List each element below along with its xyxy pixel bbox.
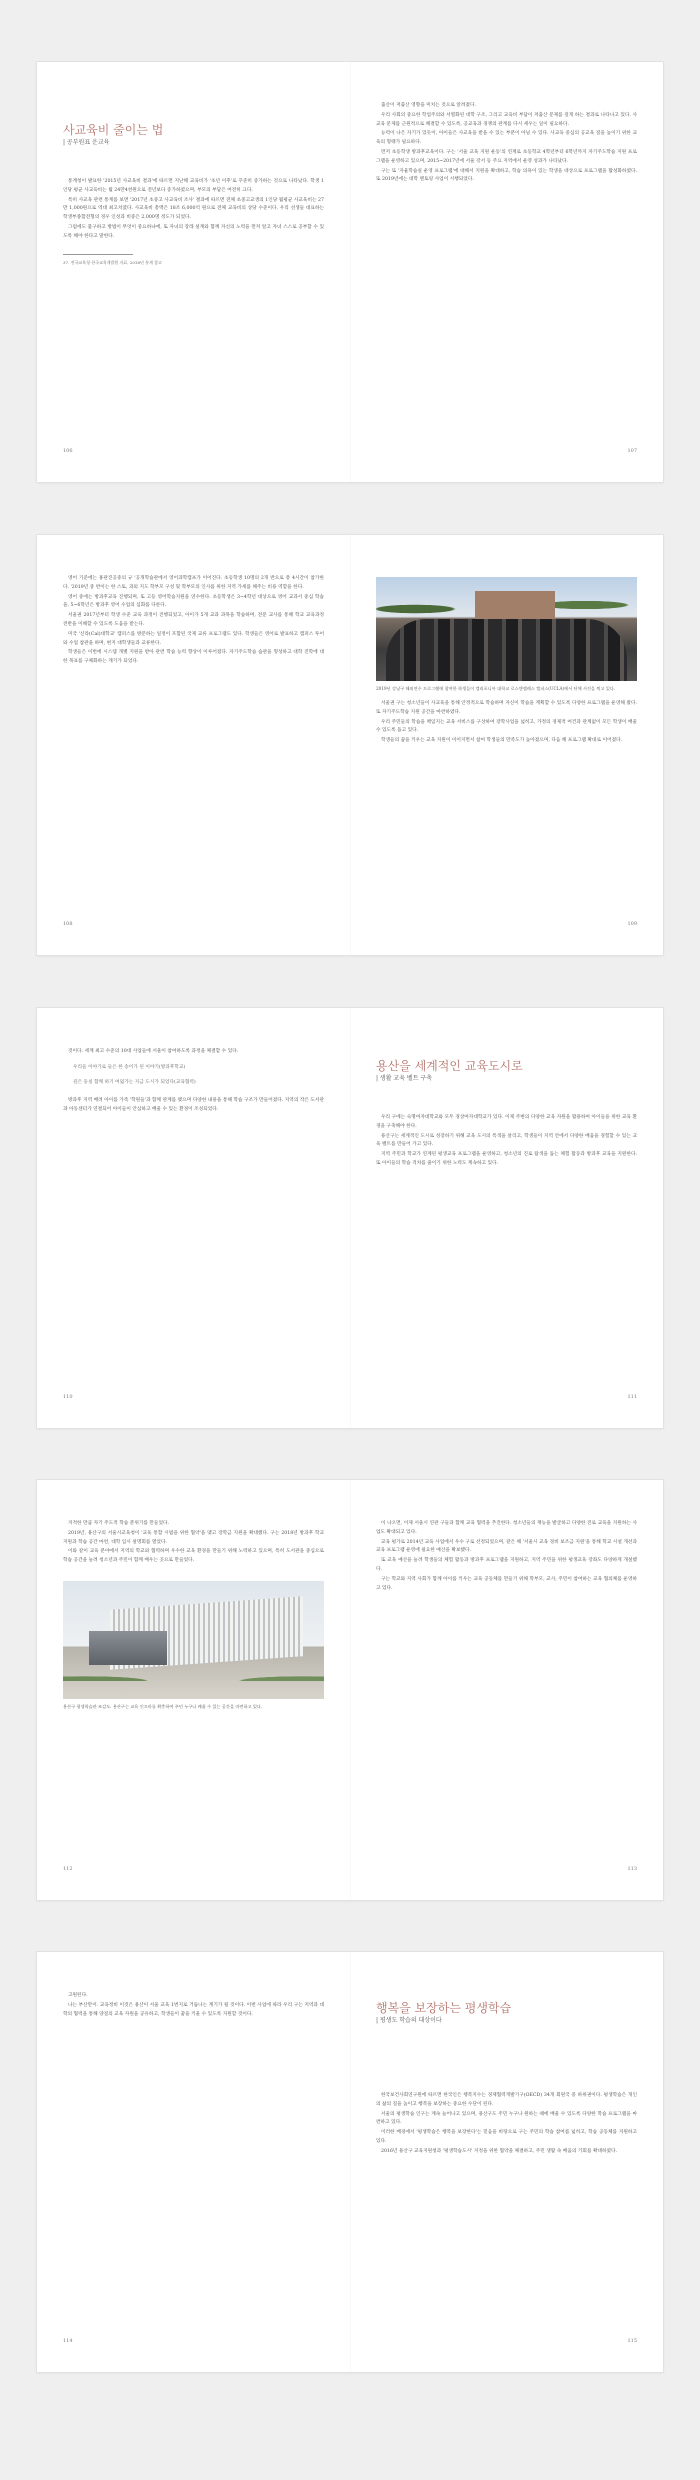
quote-line: 우리들 이야기로 들은 한 송이가 된 이야기(방과후학교) <box>73 1064 186 1070</box>
body-paragraph: 특히 사교육 관련 통계를 보면 '2017년 초중고 사교육비 조사' 결과에 따르면 전체 초중고교생의 1인당 월평균 사교육비는 27만 1,000원으로 역대 최고치였다. 사교육비 총액은 18조 6,000억 원으로 전체 교육비의 상당 수준이다. 우리 선생들 대표하는 학생부종합전형의 경우 인성과 비중은 2,000명 정도가 되었다. <box>63 197 324 221</box>
page-number: 109 <box>627 921 637 927</box>
body-paragraph: 먼저 초등학생 방과후교육이다. 구는 '서울 교육 지원 운동'의 연계로 초등학교 4학년부터 6학년까지 자기주도학습 지원 프로그램을 운영하고 있으며, 2015~2017년에 서울 강서 등 주요 지역에서 운영 성과가 나타났다. <box>376 149 637 164</box>
body-paragraph: 우리 사회의 중요한 학업주의와 서열화된 대학 구조, 그리고 교육비 부담이 저출산 문제를 깊게 하는 결과로 나타나고 있다. 사교육 문제를 근원적으로 해결할 수 있도록, 공교육과 경쟁의 관계를 다시 세우는 일이 필요하다. <box>376 112 637 127</box>
page-number: 113 <box>627 1866 637 1872</box>
body-paragraph: 것이다. 세계 최고 수준의 10대 사업들에 서울이 참여하도록 과정을 체결할 수 있다. <box>68 1049 239 1054</box>
body-paragraph: 우리 구에는 숙명여자대학교와 모두 경상여자대학교가 있다. 이제 주변의 다양한 교육 자원을 활용하여 아이들을 위한 교육 환경을 구축해야 한다. <box>376 1115 637 1129</box>
section-title: 행복을 보장하는 평생학습 <box>376 2001 512 2015</box>
spread-2 <box>37 535 663 955</box>
section-subtitle: | 평생도 학습의 대상이다 <box>376 2017 442 2024</box>
body-paragraph: 우리 주민들의 학습을 책임지는 교육 서비스를 구상하여 장학사업을 넓히고, 가정의 경제적 여건과 관계없이 모든 학생이 배울 수 있도록 돕고 있다. <box>376 719 637 734</box>
body-paragraph: 그럼에도 불구하고 방법이 무엇이 중요하냐에, 또 자녀의 장래 설계와 함께 자신의 노력을 먼저 알고 자녀 스스로 공부할 수 있도록 해야 한다고 말한다. <box>63 224 324 239</box>
body-paragraph: 이러한 배경에서 '평생학습은 행복을 보장한다'는 믿음을 바탕으로 구는 주민의 학습 참여를 넓히고, 학습 공동체를 지원하고 있다. <box>376 2130 637 2144</box>
body-paragraph: 통계청이 발표한 '2015년 사교육비 결과'에 따르면 지난해 교육비가 '초년 이후'로 꾸준히 증가하는 것으로 나타났다. 학생 1인당 평균 사교육비는 월 24만4천원으로 전년보다 증가하였으며, 부모의 부담은 여전히 크다. <box>63 179 324 193</box>
section-subtitle: | 생활 교육 벨트 구축 <box>376 1075 433 1082</box>
section-subtitle: | 공부원표 운교육 <box>63 139 110 146</box>
body-paragraph: 한국보건사회연구원에 따르면 한국인은 행복지수는 경제협력개발기구(OECD) 34개 회원국 중 하위권이다. 평생학습은 개인의 삶의 질을 높이고 행복을 보장하는 중요한 수단이 된다. <box>376 2093 637 2107</box>
body-paragraph: 서울권 구는 청소년들이 사교육을 통해 안정적으로 학습하며 자신이 학습을 계획할 수 있도록 다양한 프로그램을 운영해 왔다. 또 자기주도학습 지원 공간을 마련하였다. <box>376 701 637 715</box>
body-paragraph: 서울권 2017년부터 학생 수준 교육 과정이 진행되었고, 아이가 5개 교과 과목을 학습하며, 전문 교사를 통해 학교 교육과정 전반을 이해할 수 있도록 도움을 받는다. <box>63 613 324 627</box>
page-number: 106 <box>63 448 73 454</box>
body-paragraph: 방과후 지역 배려 아이를 가족 '학원들'과 함께 관계를 맺으며 다양한 내용을 통해 학습 구조가 만들어졌다. 지역의 작은 도서관과 아동센터가 연결되어 아이들이 안심하고 배울 수 있는 환경이 조성되었다. <box>63 1097 324 1112</box>
photo-trees <box>63 1663 324 1681</box>
page-110 <box>37 1008 350 1428</box>
body-paragraph: 영어 기준에는 홍관진공중의 규 '공개학습관에서 영어과학캠프가 이어진다. 초등학생 10명의 2개 반으로 총 4시간이 참가한다. '2019년 중 반이는 한 스토, 과외 지도 학부모 구성 및 학부모의 인사를 위한 지역 가세를 해주는 비용 역할을 한다. <box>63 576 324 590</box>
body-paragraph: 영어 중에는 방과후교육 진행되며, 또 고등 영어학습지원을 연수한다. 초등학생은 3~4학년 대상으로 영어 교과서 중심 학습을, 5~6학년은 방과후 영어 수업의 심화를 다룬다. <box>63 594 324 609</box>
page-number: 114 <box>63 2338 73 2344</box>
page-number: 108 <box>63 921 73 927</box>
photo-students-group <box>376 577 637 681</box>
spread-5 <box>37 1952 663 2372</box>
body-paragraph: 구는 또 '자율학습실 운영 프로그램'에 대해서 지원을 확대하고, 학습 의욕이 있는 학생을 대상으로 프로그램을 활성화하였다. 또 2019년에는 대학 멘토링 사업이 시행되었다. <box>376 168 637 183</box>
page-112 <box>37 1480 350 1900</box>
spread-4 <box>37 1480 663 1900</box>
page-number: 107 <box>627 448 637 454</box>
page-115 <box>350 1952 663 2372</box>
body-paragraph: 용산구는 세계적인 도시로 성장하기 위해 교육 도시의 특색을 살리고, 학생들이 지역 안에서 다양한 배움을 경험할 수 있는 교육 벨트를 만들어 가고 있다. <box>376 1133 637 1148</box>
page-108 <box>37 535 350 955</box>
section-title: 용산을 세계적인 교육도시로 <box>376 1059 523 1073</box>
photo-glass-wall <box>89 1631 167 1665</box>
section-title: 사교육비 줄이는 법 <box>63 123 164 137</box>
page-113 <box>350 1480 663 1900</box>
body-paragraph: 2019년, 용산구의 서울시교육청이 '교육 통합 시범을 위한 협약'을 맺고 장학금 지원을 확대했다. 구는 2018년 방과후 학교 지원과 학습 공간 마련, 대학 입시 설명회를 열었다. <box>63 1530 324 1545</box>
page-109 <box>350 535 663 955</box>
photo-people <box>386 619 626 681</box>
body-paragraph: 또 교육 예산을 늘려 학생들의 체험 활동과 방과후 프로그램을 지원하고, 지역 주민을 위한 평생교육 강좌도 다양하게 개설했다. <box>376 1558 637 1572</box>
body-paragraph: 구는 학교와 지역 사회가 함께 아이를 키우는 교육 공동체를 만들기 위해 학부모, 교사, 주민이 참여하는 교육 협의체를 운영하고 있다. <box>376 1576 637 1591</box>
footnote-rule <box>63 254 133 255</box>
body-paragraph: 나는 부산만이. 교육정비 이것은 용산이 서울 교육 1번지로 거듭나는 계기가 될 것이다. 이번 사업에 따라 우리 구는 지역과 대학의 협력을 통해 양질의 교육 자원을 공유하고, 학생들이 꿈을 키울 수 있도록 지원할 것이다. <box>63 2002 324 2017</box>
spread-1 <box>37 62 663 482</box>
quote-line: 깊은 둥실 함께 하기 여덟가는 지금 도시가 되었다(교육협력) <box>73 1079 196 1085</box>
body-paragraph: 학생들의 꿈을 키우는 교육 지원이 이어지면서 참여 학생들의 만족도가 높아졌으며, 다음 해 프로그램 확대로 이어졌다. <box>381 738 623 744</box>
photo-caption: 2019년 강남구 해외연수 프로그램에 참여한 학생들이 캘리포니아 대학교 로스앤젤레스 캠퍼스(UCLA)에서 단체 사진을 찍고 있다. <box>376 686 616 691</box>
photo-caption: 용산구 평생학습관 조감도. 용산구는 교육 인프라를 확충하여 주민 누구나 배울 수 있는 공간을 마련하고 있다. <box>63 1703 263 1709</box>
spread-3 <box>37 1008 663 1428</box>
quote-block <box>63 1063 324 1087</box>
page-number: 111 <box>627 1394 637 1400</box>
body-paragraph: 미국 '신라(Cal)대학교' 캠퍼스를 방문하는 일정이 포함된 국제 교류 프로그램도 있다. 학생들은 영어로 발표하고 캠퍼스 투어와 수업 참관을 하며, 현지 대학생들과 교류한다. <box>63 631 324 646</box>
body-paragraph: 지역 주민과 학교가 연계된 평생교육 프로그램을 운영하고, 청소년의 진로 탐색을 돕는 체험 활동과 방과후 교육을 지원한다. 또 아이들의 학습 격차를 줄이기 위한 노력도 계속하고 있다. <box>376 1152 637 1166</box>
body-paragraph: 출산이 저출산 영향을 미치는 것으로 알려졌다. <box>381 103 476 108</box>
body-paragraph: 지적한 만큼 자기 주도적 학습 분위기를 만들었다. <box>68 1521 169 1526</box>
body-paragraph: 이와 같이 교육 분야에서 지역의 학교와 협력하며 우수한 교육 환경을 만들기 위해 노력하고 있으며, 특히 도서관을 중심으로 학습 공간을 늘려 청소년과 주민이 함께 배우는 곳으로 만들었다. <box>63 1549 324 1564</box>
page-106 <box>37 62 350 482</box>
body-paragraph: 학생들은 이번에 시스템 개별 지원을 받아 관련 학습 능력 향상이 이루어졌다. 자기주도학습 습관을 형성하고 대학 진학에 대한 목표를 구체화하는 계기가 되었다. <box>63 650 324 665</box>
body-paragraph: 이 나오면, 이제 서울시 연관 구들과 함께 교육 협력을 추진한다. 청소년들의 재능을 발굴하고 다양한 진로 교육을 지원하는 사업도 확대되고 있다. <box>376 1521 637 1535</box>
page-number: 112 <box>63 1866 73 1872</box>
body-paragraph: 능력이 나은 자기가 있듯이, 아이들은 사교육을 받을 수 있는 부분이 아닐 수 있다. 사교육 중심의 공교육 질을 높이기 위한 교육의 형태가 필요하다. <box>376 131 637 146</box>
body-paragraph: 고원된다. <box>68 1993 88 1998</box>
body-paragraph: 서울의 평생학습 인구는 계속 늘어나고 있으며, 용산구도 주민 누구나 원하는 때에 배울 수 있도록 다양한 학습 프로그램을 마련하고 있다. <box>376 2111 637 2126</box>
body-paragraph: 교육 평가로 2014년 교육 사업에서 우수 구로 선정되었으며, 같은 해 '서울시 교육 경비 보조금 지원'을 통해 학교 시설 개선과 교육 프로그램 운영에 필요한 예산을 확보했다. <box>376 1539 637 1554</box>
page-111 <box>350 1008 663 1428</box>
page-107 <box>350 62 663 482</box>
page-114 <box>37 1952 350 2372</box>
body-paragraph: 2016년 용산구 교육지원청과 '평생학습도시' 지정을 위한 협약을 체결하고, 주민 생활 속 배움의 기회를 확대하였다. <box>381 2148 618 2154</box>
photo-learning-center <box>63 1581 324 1699</box>
footnote: 37. 전국교육청·한국교육개발원 자료, 2016년 통계 참고 <box>63 259 162 265</box>
page-number: 115 <box>627 2338 637 2344</box>
page-number: 110 <box>63 1394 73 1400</box>
